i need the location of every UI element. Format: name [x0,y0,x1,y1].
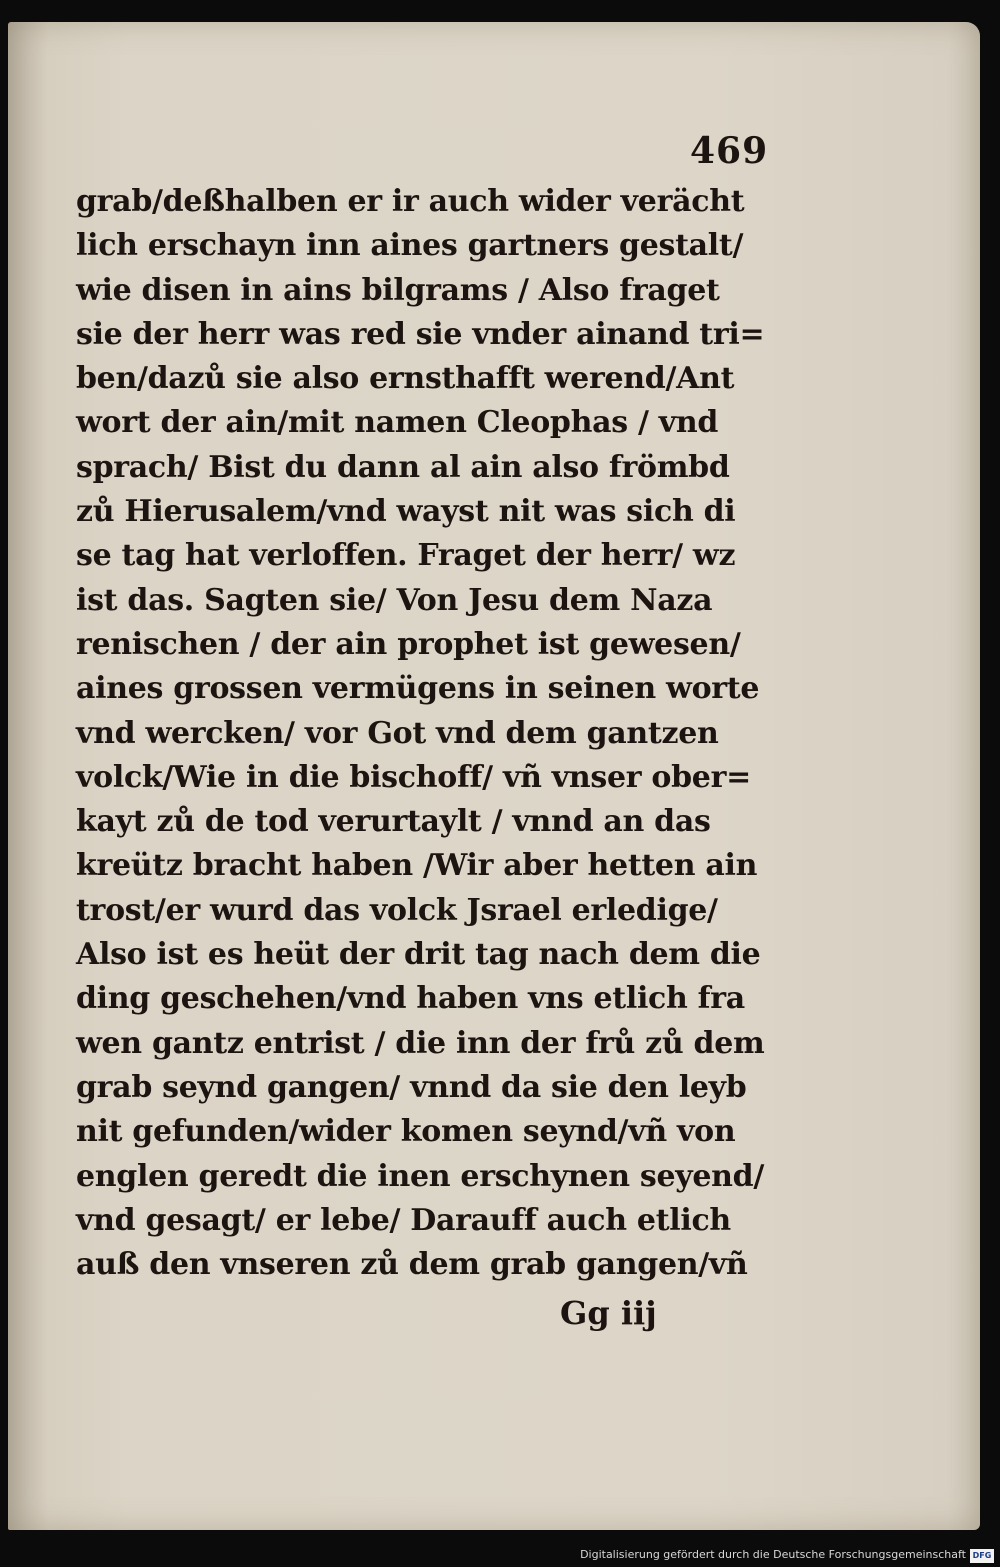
text-line: wort der ain/mit namen Cleophas / vnd [76,405,719,441]
text-line: ben/dazů sie also ernsthafft werend/Ant [76,361,735,397]
text-line: wen gantz entrist / die inn der frů zů dem [76,1025,765,1061]
dfg-logo: DFG [970,1549,994,1563]
text-line: trost/er wurd das volck Jsrael erledige/ [76,892,718,928]
text-line: sie der herr was red sie vnder ainand tri= [76,316,765,352]
text-line: zů Hierusalem/vnd wayst nit was sich di [76,494,736,530]
text-line: grab seynd gangen/ vnnd da sie den leyb [76,1069,747,1105]
page-number: 469 [690,130,769,172]
text-line: ding geschehen/vnd haben vns etlich fra [76,981,745,1017]
text-line: wie disen in ains bilgrams / Also fraget [76,272,720,308]
text-line: kreütz bracht haben /Wir aber hetten ain [76,848,758,884]
text-line: auß den vnseren zů dem grab gangen/vñ [76,1247,748,1283]
body-text [76,180,776,1287]
text-line: Also ist es heüt der drit tag nach dem die [76,937,761,973]
text-line: vnd wercken/ vor Got vnd dem gantzen [76,715,719,751]
text-line: englen geredt die inen erschynen seyend/ [76,1158,764,1194]
text-line: grab/deßhalben er ir auch wider verächt [76,184,745,219]
text-line: kayt zů de tod verurtaylt / vnnd an das [76,804,711,840]
funding-credit: Digitalisierung gefördert durch die Deutsche Forschungsgemeinschaft [580,1548,966,1561]
text-line: volck/Wie in die bischoff/ vñ vnser ober= [76,759,751,795]
text-line: lich erschayn inn aines gartners gestalt/ [76,228,744,264]
text-line: nit gefunden/wider komen seynd/vñ von [76,1114,736,1150]
text-line: renischen / der ain prophet ist gewesen/ [76,626,741,662]
text-line: vnd gesagt/ er lebe/ Darauff auch etlich [76,1202,731,1238]
text-line: se tag hat verloffen. Fraget der herr/ wz [76,538,736,574]
text-line: sprach/ Bist du dann al ain also frömbd [76,449,730,485]
text-line: aines grossen vermügens in seinen worte [76,671,760,707]
book-page [8,22,980,1530]
signature-mark: Gg iij [560,1294,657,1332]
text-line: ist das. Sagten sie/ Von Jesu dem Naza [76,582,713,618]
